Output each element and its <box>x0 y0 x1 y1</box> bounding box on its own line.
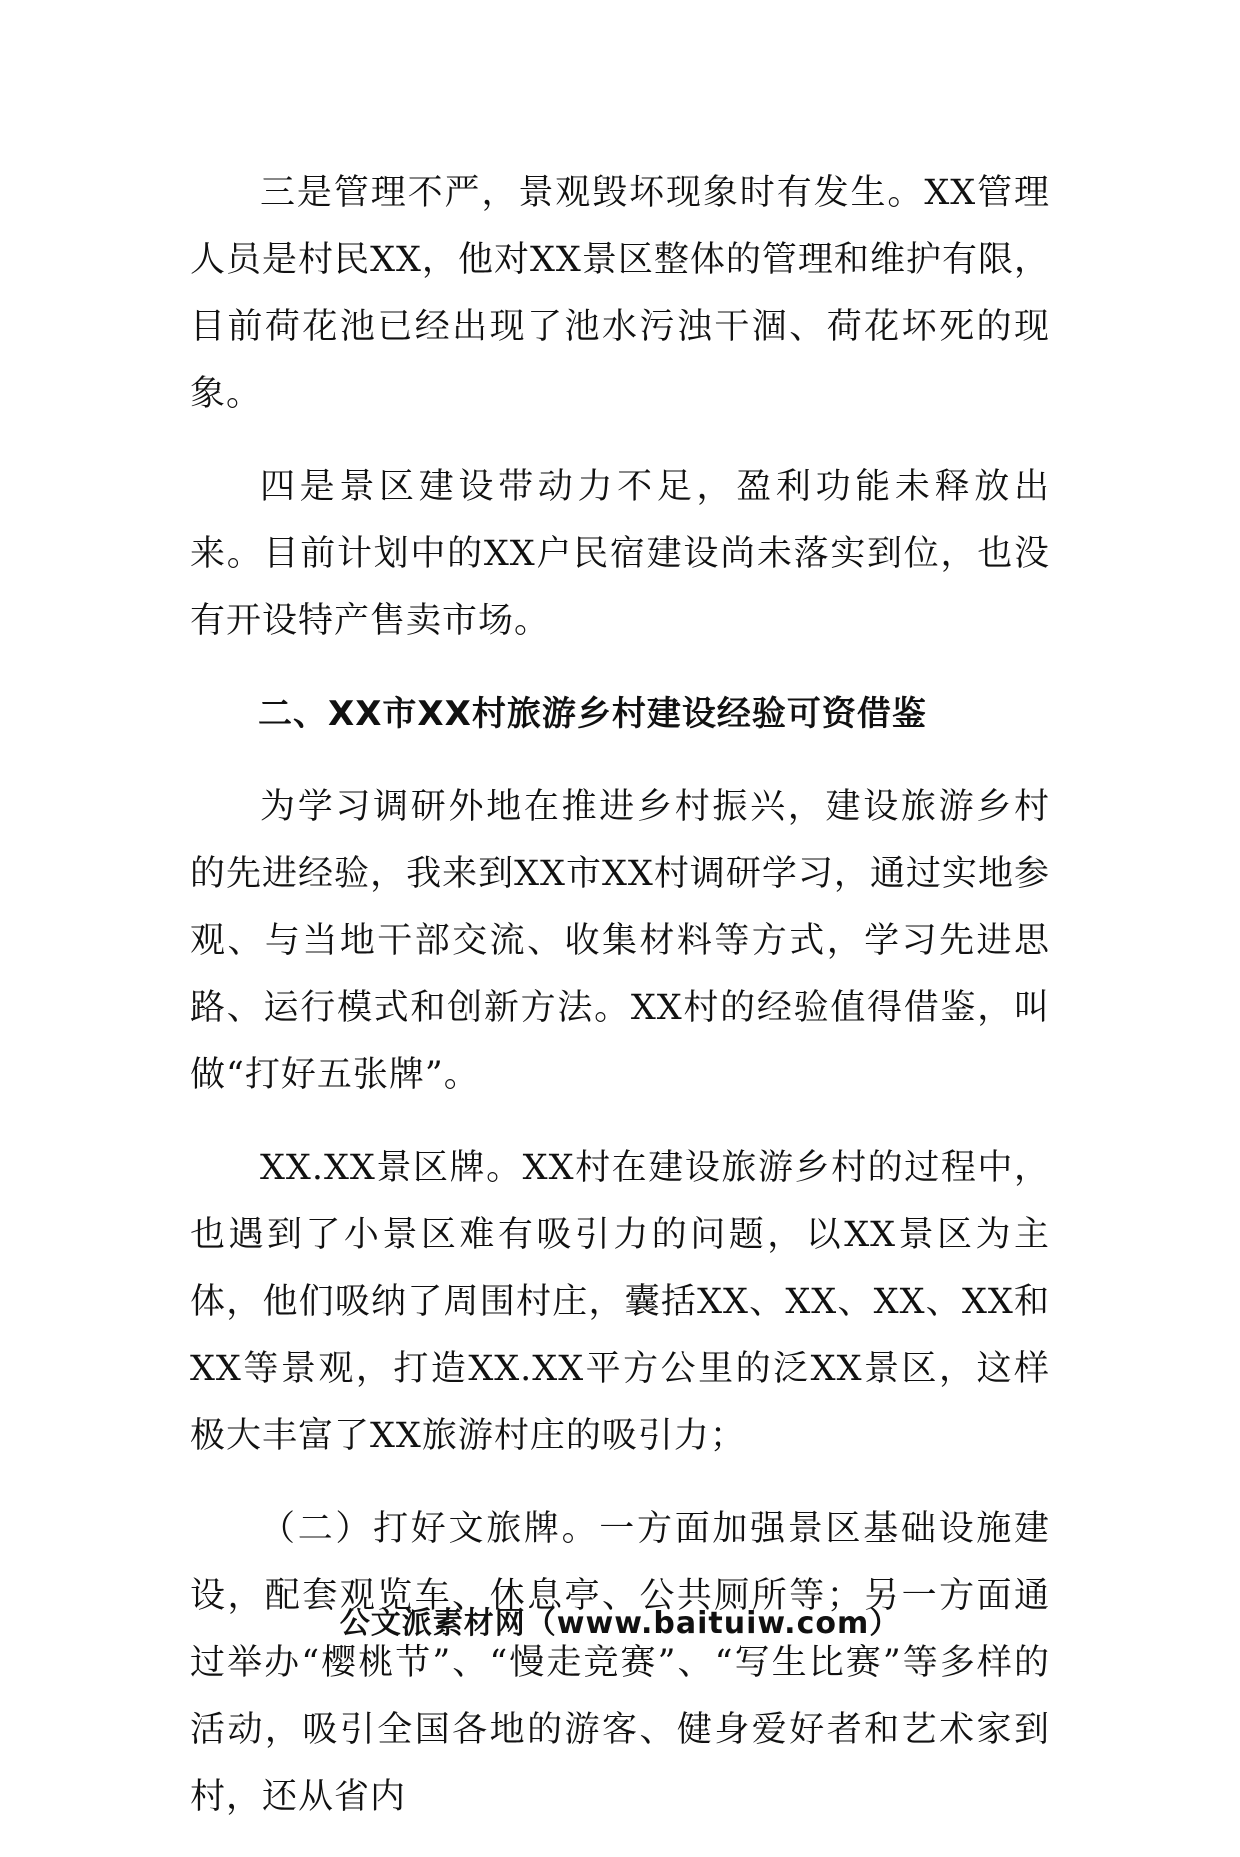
document-body <box>190 160 1050 1857</box>
section-heading: 二、XX市XX村旅游乡村建设经验可资借鉴 <box>258 694 927 734</box>
paragraph-research-intro: 为学习调研外地在推进乡村振兴，建设旅游乡村的先进经验，我来到XX市XX村调研学习，通过实地参观、与当地干部交流、收集材料等方式，学习先进思路、运行模式和创新方法。XX村的经验值得借鉴，叫做“打好五张牌”。 <box>190 787 1050 1095</box>
paragraph-culture-tourism-brand: （二）打好文旅牌。一方面加强景区基础设施建设，配套观览车、休息亭、公共厕所等；另一方面通过举办“樱桃节”、“慢走竞赛”、“写生比赛”等多样的活动，吸引全国各地的游客、健身爱好者和艺术家到村，还从省内 <box>190 1509 1050 1817</box>
paragraph-management: 三是管理不严，景观毁坏现象时有发生。XX管理人员是村民XX，他对XX景区整体的管理和维护有限，目前荷花池已经出现了池水污浊干涸、荷花坏死的现象。 <box>190 173 1050 414</box>
paragraph-scenic-brand: XX.XX景区牌。XX村在建设旅游乡村的过程中，也遇到了小景区难有吸引力的问题，以XX景区为主体，他们吸纳了周围村庄，囊括XX、XX、XX、XX和XX等景观，打造XX.XX平方公里的泛XX景区，这样极大丰富了XX旅游村庄的吸引力； <box>190 1148 1050 1456</box>
footer-source-text: 公文派素材网（www.baituiw.com） <box>339 1606 901 1641</box>
paragraph-driving-force: 四是景区建设带动力不足，盈利功能未释放出来。目前计划中的XX户民宿建设尚未落实到位，也没有开设特产售卖市场。 <box>190 467 1050 641</box>
